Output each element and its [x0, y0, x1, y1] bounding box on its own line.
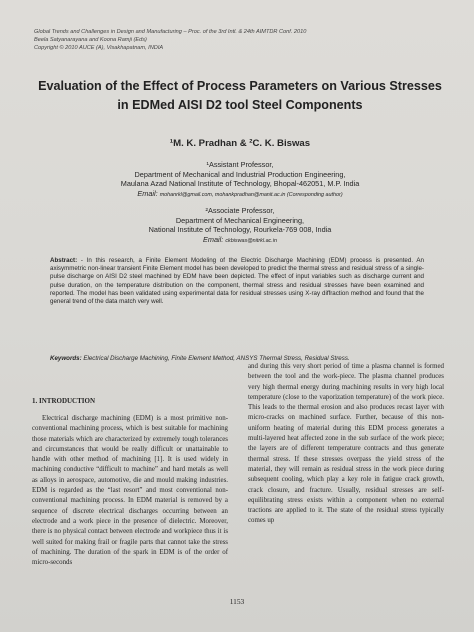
affiliation-1-emails[interactable]: mohanrkl@gmail.com, mohankpradhan@manit.ac.in (Corresponding author) — [159, 191, 343, 198]
affiliation-2-institute: National Institute of Technology, Rourkela-769 008, India — [148, 225, 332, 235]
section-heading-introduction: 1. INTRODUCTION — [32, 397, 96, 405]
paper-authors: ¹M. K. Pradhan & ²C. K. Biswas — [169, 138, 311, 149]
header-line-proceedings: Global Trends and Challenges in Design and Manufacturing – Proc. of the 3rd Intl. & 24th AIMTDR Conf. 2010 — [34, 29, 307, 35]
abstract-text: - In this research, a Finite Element Modeling of the Electric Discharge Machining (EDM) process is presented. An axisymmetric non-linear transient Finite Element model has been developed to predict the thermal stress and residual stress of a single-pulse discharge on AISI D2 steel machined by EDM have been depicted. The effect of input variables such as discharge current and pulse duration, on the temperature distribution on the component, thermal stress and residual stresses have been examined and reported. The model has been validated using experimental data for residual stresses using X-ray diffraction method and found that the general trend of the data match very well. — [50, 257, 424, 306]
affiliation-2-role: ²Associate Professor, — [205, 206, 275, 215]
header-line-copyright: Copyright © 2010 AUCE (A), Visakhapatnam, INDIA — [34, 45, 164, 51]
affiliation-1-institute: Maulana Azad National Institute of Technology, Bhopal-462051, M.P. India — [120, 179, 360, 189]
intro-right-column: and during this very short period of time a plasma channel is formed between the tool and the work-piece. The plasma channel produces very high thermal energy during machining results in very high local temperature (close to the vaporization temperature) of the work piece. This leads to the thermal erosion and also produces recast layer with micro-cracks on machined surface. Further, because of this non-uniform heating of material during this EDM process generates a multi-layered heat affected zone in the sub surface of the work piece; the layers are of different temperature contracts and thus generate thermal stress. If these stresses overpass the yield stress of the material, they will remain as residual stress in the work piece during subsequent cooling, which play a key role in fatigue crack growth, crack closure, and fracture. Usually, residual stresses are self-equilibrating stress exists within a component when no external tractions are applied to it. The state of the residual stress typically comes up — [248, 363, 444, 525]
keywords-label: Keywords: — [50, 355, 82, 362]
intro-left-column: Electrical discharge machining (EDM) is a most primitive non-conventional machining process, which is best suitable for machining those materials which are characterized by extremely tough tolerances and circumstances that would be really difficult or unattainable to handle with other method of machining [1]. It is used widely in machining conductive “difficult to machine” and hard metals as well as alloys in aerospace, automotive, die and mould making industries. EDM is regarded as the “last resort” and most conventional non-conventional machining process. In EDM material is removed by a sequence of discrete electrical discharges occurring between an electrode and a work piece in the presence of dielectric. Moreover, there is no physical contact between electrode and workpiece thus it is well suited for making frail or fragile parts that cannot take the stress of machining. The duration of the spark in EDM is of the order of micro-seconds — [32, 415, 228, 567]
affiliation-2-dept: Department of Mechanical Engineering, — [175, 215, 305, 225]
affiliation-1-email-line — [30, 189, 450, 201]
page-number: 1153 — [229, 597, 245, 606]
affiliation-1-dept: Department of Mechanical and Industrial Production Engineering, — [134, 169, 346, 179]
abstract — [50, 257, 424, 306]
paper-title-line1: Evaluation of the Effect of Process Parameters on Various Stresses — [38, 79, 442, 93]
affiliation-2-emails[interactable]: ckbiswas@nitrkl.ac.in — [225, 237, 277, 244]
affiliation-1-email-label: Email: — [137, 188, 158, 198]
keywords-text: Electrical Discharge Machining, Finite Element Method, ANSYS Thermal Stress, Residual Stress. — [81, 355, 350, 362]
affiliation-2-email-label: Email: — [203, 234, 224, 244]
abstract-label: Abstract: — [50, 257, 78, 264]
conference-header — [34, 28, 454, 52]
affiliation-1 — [30, 160, 450, 200]
affiliation-2 — [30, 206, 450, 246]
paper-title-line2: in EDMed AISI D2 tool Steel Components — [117, 98, 363, 112]
header-line-editors: Beela Satyanarayana and Koona Ramji (Eds) — [34, 37, 147, 43]
affiliation-1-role: ¹Assistant Professor, — [206, 160, 274, 169]
affiliation-2-email-line — [30, 235, 450, 247]
